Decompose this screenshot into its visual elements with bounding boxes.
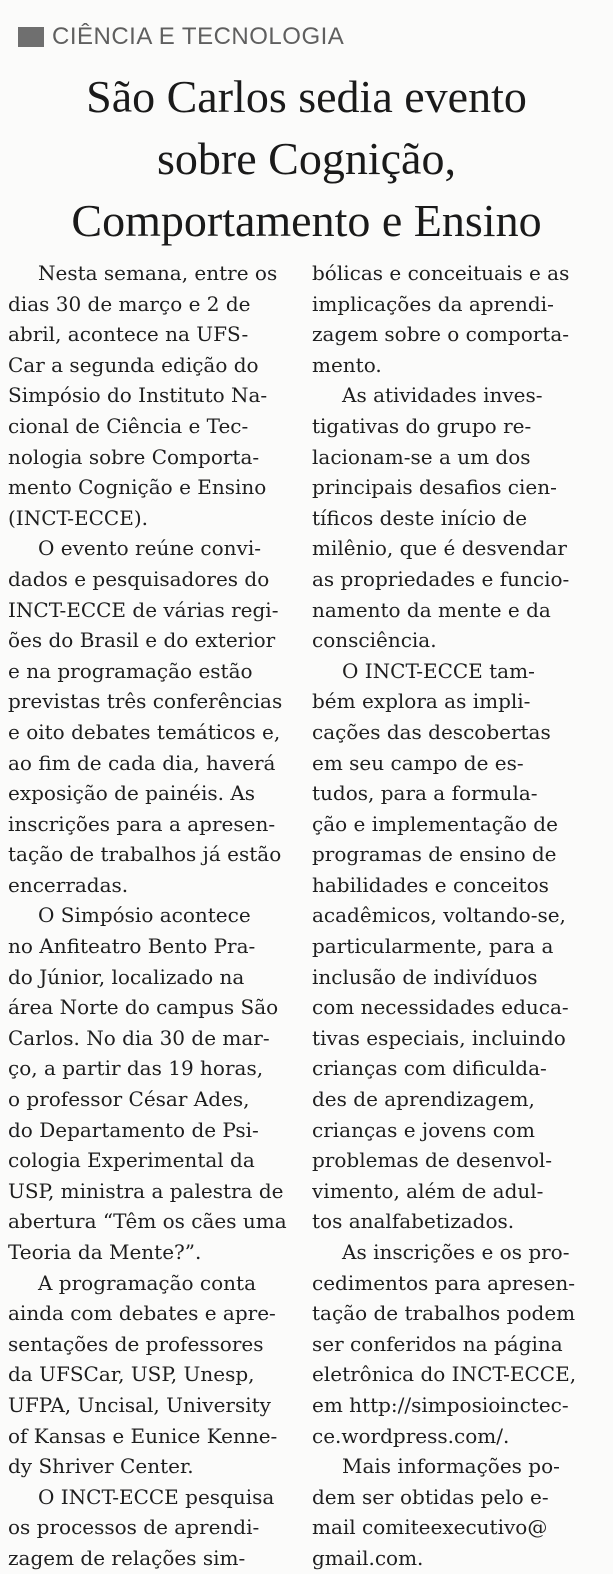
section-label: CIÊNCIA E TECNOLOGIA	[52, 23, 345, 50]
article-column-right	[312, 258, 604, 1574]
article-text-line: Teoria da Mente?”.	[8, 1240, 202, 1264]
article-text-line: tação de trabalhos podem	[312, 1301, 576, 1326]
article-text-line: ço, a partir das 19 horas,	[8, 1056, 264, 1081]
article-text-line: particularmente, para a	[312, 934, 554, 959]
article-text-line: ões do Brasil e do exterior	[8, 628, 276, 653]
article-text-line: inscrições para a apresen-	[8, 811, 276, 836]
article-text-line: cedimentos para apresen-	[312, 1270, 576, 1295]
article-text-line: INCT-ECCE de várias regi-	[8, 597, 279, 622]
article-text-line: tivas especiais, incluindo	[312, 1025, 566, 1050]
article-text-line: dias 30 de março e 2 de	[8, 291, 251, 316]
article-text-line: nologia sobre Comporta-	[8, 444, 260, 469]
article-text-line: inclusão de indivíduos	[312, 964, 538, 989]
article-text-line: ainda com debates e apre-	[8, 1301, 276, 1326]
article-text-line: o professor César Ades,	[8, 1087, 250, 1112]
article-text-line: área Norte do campus São	[8, 995, 279, 1020]
article-text-line: cional de Ciência e Tec-	[8, 413, 249, 438]
article-text-line: mail comiteexecutivo@	[312, 1515, 548, 1540]
article-text-line: USP, ministra a palestra de	[8, 1178, 284, 1203]
article-text-line: ce.wordpress.com/.	[312, 1423, 510, 1448]
article-text-line: implicações da aprendi-	[312, 291, 554, 316]
article-text-line: (INCT-ECCE).	[8, 505, 148, 530]
article-text-line: sentações de professores	[8, 1331, 264, 1356]
article-text-line: des de aprendizagem,	[312, 1087, 535, 1112]
article-text-line: habilidades e conceitos	[312, 872, 549, 897]
article-text-line: mento Cognição e Ensino	[8, 475, 267, 500]
article-text-line: dem ser obtidas pelo e-	[312, 1484, 549, 1509]
article-column-left	[8, 258, 300, 1574]
article-text-line: do Júnior, localizado na	[8, 964, 245, 989]
article-text-line: ção e implementação de	[312, 811, 558, 836]
article-text-line: ser conferidos na página	[312, 1331, 563, 1356]
article-text-line: Carlos. No dia 30 de mar-	[8, 1025, 270, 1050]
headline-line: sobre Cognição,	[157, 133, 456, 184]
section-kicker	[18, 22, 344, 52]
article-text-line: A programação conta	[38, 1270, 256, 1295]
article-text-line: dy Shriver Center.	[8, 1454, 194, 1479]
article-text-line: tudos, para a formula-	[312, 781, 538, 806]
article-text-line: crianças e jovens com	[312, 1117, 535, 1142]
article-text-line: os processos de aprendi-	[8, 1515, 260, 1540]
article-text-line: no Anfiteatro Bento Pra-	[8, 934, 256, 959]
article-text-line: tigativas do grupo re-	[312, 413, 532, 438]
article-text-line: programas de ensino de	[312, 842, 557, 867]
article-text-line: da UFSCar, USP, Unesp,	[8, 1362, 255, 1387]
article-text-line: e na programação estão	[8, 658, 253, 683]
article-text-line: milênio, que é desvendar	[312, 536, 567, 561]
article-text-line: O INCT-ECCE tam-	[342, 658, 535, 683]
article-text-line: exposição de painéis. As	[8, 781, 256, 806]
headline-line: São Carlos sedia evento	[86, 71, 527, 122]
article-text-line: dados e pesquisadores do	[8, 566, 270, 591]
article-text-line: Mais informações po-	[342, 1454, 560, 1479]
article-text-line: problemas de desenvol-	[312, 1148, 553, 1173]
article-text-line: Simpósio do Instituto Na-	[8, 383, 268, 408]
article-text-line: zagem de relações sim-	[8, 1545, 246, 1570]
article-text-line: tos analfabetizados.	[312, 1209, 515, 1234]
section-square-icon	[18, 27, 44, 47]
article-text-line: O evento reúne convi-	[38, 536, 261, 561]
article-text-line: encerradas.	[8, 872, 129, 897]
article-text-line: mento.	[312, 352, 382, 377]
article-text-line: gmail.com.	[312, 1545, 424, 1570]
article-text-line: vimento, além de adul-	[312, 1178, 544, 1203]
article-text-line: tíficos deste início de	[312, 505, 528, 530]
article-text-line: principais desafios cien-	[312, 475, 557, 500]
article-text-line: consciência.	[312, 628, 437, 653]
article-headline	[0, 66, 613, 252]
article-text-line: abril, acontece na UFS-	[8, 322, 249, 347]
article-text-line: Nesta semana, entre os	[38, 261, 278, 285]
article-text-line: ao fim de cada dia, haverá	[8, 750, 276, 775]
article-text-line: tação de trabalhos já estão	[8, 842, 282, 867]
article-text-line: As inscrições e os pro-	[342, 1240, 570, 1264]
article-text-line: do Departamento de Psi-	[8, 1117, 259, 1142]
article-text-line: com necessidades educa-	[312, 995, 569, 1020]
article-text-line: eletrônica do INCT-ECCE,	[312, 1362, 577, 1387]
article-text-line: O INCT-ECCE pesquisa	[38, 1484, 275, 1509]
article-text-line: cologia Experimental da	[8, 1148, 255, 1173]
article-text-line: As atividades inves-	[342, 383, 543, 408]
article-text-line: abertura “Têm os cães uma	[8, 1209, 287, 1234]
article-text-line: em http://simposioinctec-	[312, 1392, 569, 1417]
article-text-line: cações das descobertas	[312, 719, 551, 744]
article-text-line: namento da mente e da	[312, 597, 551, 622]
article-text-line: previstas três conferências	[8, 689, 283, 714]
article-text-line: crianças com dificulda-	[312, 1056, 547, 1081]
article-text-line: of Kansas e Eunice Kenne-	[8, 1423, 278, 1448]
article-text-line: lacionam-se a um dos	[312, 444, 531, 469]
headline-line: Comportamento e Ensino	[71, 195, 542, 246]
article-text-line: bólicas e conceituais e as	[312, 261, 570, 285]
article-text-line: bém explora as impli-	[312, 689, 531, 714]
article-text-line: O Simpósio acontece	[38, 903, 251, 928]
article-text-line: as propriedades e funcio-	[312, 566, 570, 591]
article-text-line: Car a segunda edição do	[8, 352, 259, 377]
article-text-line: acadêmicos, voltando-se,	[312, 903, 566, 928]
article-text-line: em seu campo de es-	[312, 750, 524, 775]
article-text-line: e oito debates temáticos e,	[8, 719, 281, 744]
article-text-line: zagem sobre o comporta-	[312, 322, 570, 347]
article-text-line: UFPA, Uncisal, University	[8, 1392, 271, 1417]
